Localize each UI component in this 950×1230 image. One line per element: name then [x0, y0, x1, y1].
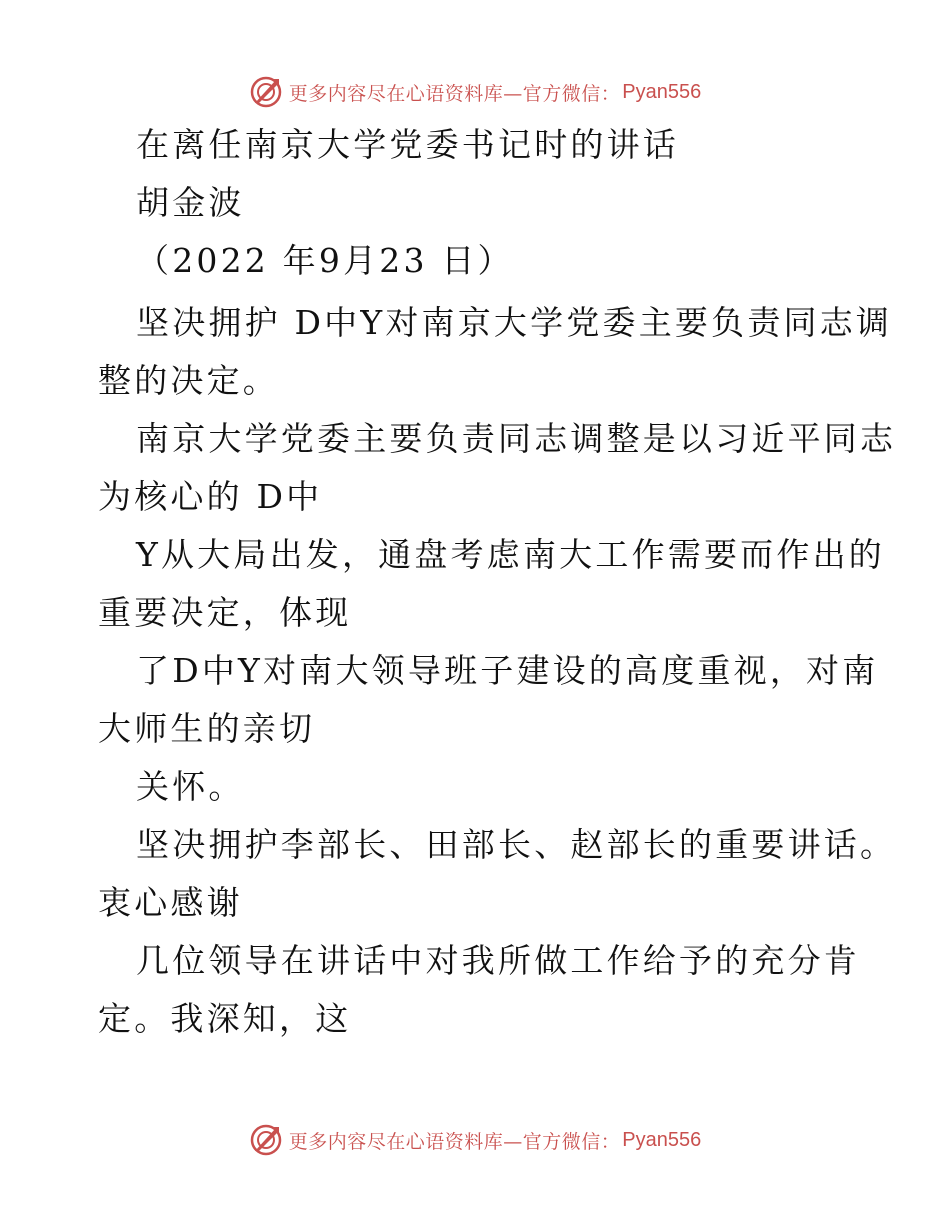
watermark-text: 更多内容尽在心语资料库—官方微信：: [288, 82, 621, 105]
text-line: 整的决定。: [98, 361, 279, 400]
text-line: 坚决拥护 D中Y对南京大学党委主要负责同志调: [136, 303, 893, 342]
text-line: 关怀。: [136, 767, 245, 806]
text-line: 了D中Y对南大领导班子建设的高度重视，对南: [136, 651, 879, 690]
text-line: 为核心的 D中: [98, 477, 323, 516]
document-date: （2022 年9月23 日）: [136, 241, 514, 280]
text-line: 坚决拥护李部长、田部长、赵部长的重要讲话。: [136, 825, 897, 864]
text-line: 定。我深知，这: [98, 999, 352, 1038]
quill-logo-icon: [249, 1123, 283, 1157]
text-line: 衷心感谢: [98, 883, 243, 922]
text-line: 几位领导在讲话中对我所做工作给予的充分肯: [136, 941, 860, 980]
header-watermark: [0, 72, 950, 112]
document-author: 胡金波: [136, 183, 245, 222]
footer-watermark: [0, 1120, 950, 1160]
text-line: 大师生的亲切: [98, 709, 316, 748]
document-title: 在离任南京大学党委书记时的讲话: [136, 125, 679, 164]
text-line: 南京大学党委主要负责同志调整是以习近平同志: [136, 419, 897, 458]
watermark-text: 更多内容尽在心语资料库—官方微信：: [288, 1130, 621, 1153]
watermark-wechat-id: Pyan556: [622, 80, 702, 103]
text-line: Y从大局出发，通盘考虑南大工作需要而作出的: [136, 535, 885, 574]
text-line: 重要决定，体现: [98, 593, 352, 632]
quill-logo-icon: [249, 75, 283, 109]
watermark-wechat-id: Pyan556: [622, 1128, 702, 1151]
